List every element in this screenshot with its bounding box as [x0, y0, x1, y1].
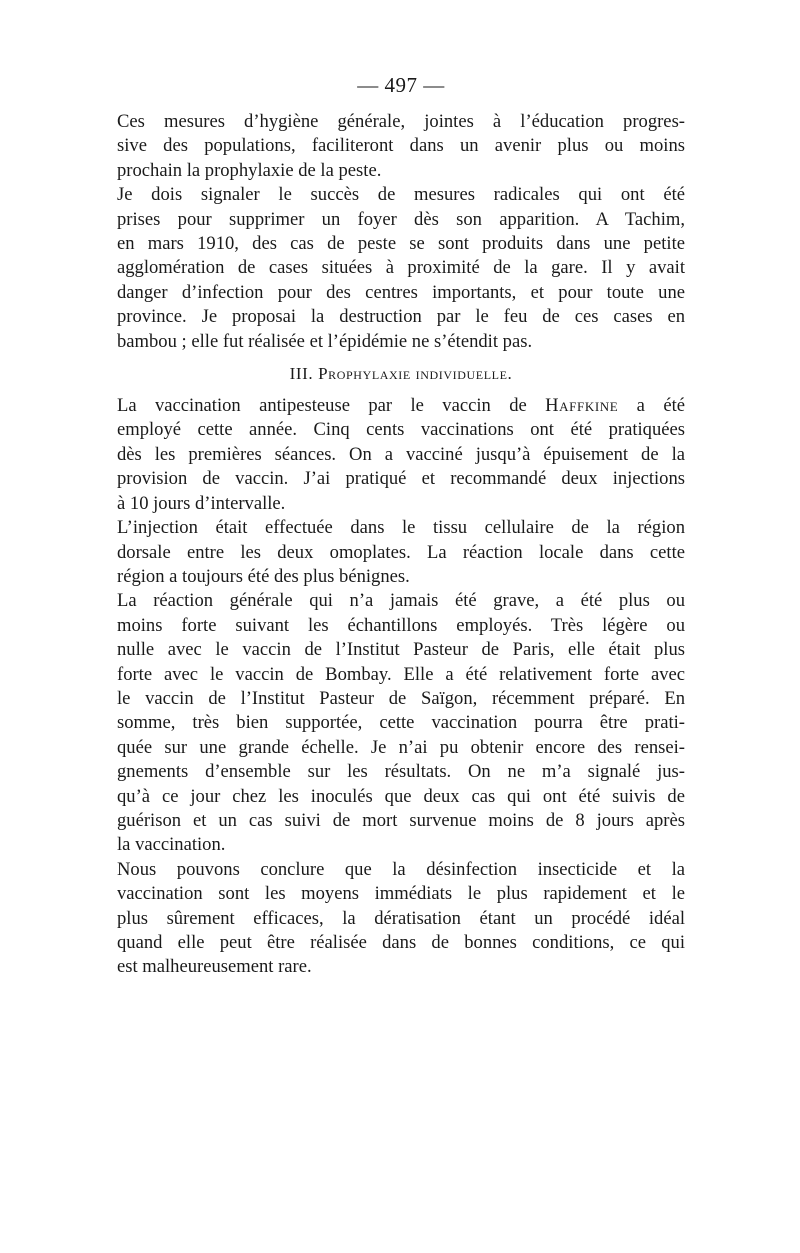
text-line: provision de vaccin. J’ai pratiqué et recommandé deux injections	[117, 468, 685, 490]
text-line: plus sûrement efficaces, la dératisation étant un procédé idéal	[117, 907, 685, 929]
text-line: qu’à ce jour chez les inoculés que deux cas qui ont été suivis de	[117, 785, 685, 807]
text-line: quand elle peut être réalisée dans de bonnes conditions, ce qui	[117, 932, 685, 953]
section-title: Prophylaxie individuelle.	[318, 364, 513, 384]
text-line: vaccination sont les moyens immédiats le plus rapidement et le	[117, 883, 685, 905]
text-line: quée sur une grande échelle. Je n’ai pu obtenir encore des rensei-	[117, 736, 685, 758]
text-line: Je dois signaler le succès de mesures radicales qui ont été	[117, 184, 685, 206]
paragraph	[117, 858, 685, 980]
text-line: le vaccin de l’Institut Pasteur de Saïgon, récemment préparé. En	[117, 687, 685, 709]
section-numeral: III.	[289, 364, 314, 384]
paragraph	[117, 516, 685, 589]
text-line: Ces mesures d’hygiène générale, jointes à l’éducation progres-	[117, 111, 685, 132]
text-line: danger d’infection pour des centres importants, et pour toute une	[117, 281, 685, 303]
text-line: La réaction générale qui n’a jamais été grave, a été plus ou	[117, 590, 685, 612]
text-line: bambou ; elle fut réalisée et l’épidémie ne s’étendit pas.	[117, 330, 533, 352]
paragraph	[117, 589, 685, 857]
text-line: guérison et un cas suivi de mort survenue moins de 8 jours après	[117, 809, 685, 831]
text-line: dès les premières séances. On a vacciné jusqu’à épuisement de la	[117, 443, 685, 465]
body-text-bottom	[117, 394, 685, 980]
paragraph	[117, 110, 685, 183]
text-line: la vaccination.	[117, 834, 226, 856]
text-line: employé cette année. Cinq cents vaccinations ont été pratiquées	[117, 419, 685, 441]
text-line: gnements d’ensemble sur les résultats. On ne m’a signalé jus-	[117, 761, 685, 783]
text-line: L’injection était effectuée dans le tissu cellulaire de la région	[117, 517, 685, 539]
text-line: prochain la prophylaxie de la peste.	[117, 159, 382, 181]
text-line: à 10 jours d’intervalle.	[117, 492, 286, 514]
text-line: somme, très bien supportée, cette vaccination pourra être prati-	[117, 712, 685, 734]
text-line: nulle avec le vaccin de l’Institut Pasteur de Paris, elle était plus	[117, 639, 685, 661]
section-heading	[117, 362, 685, 386]
text-line: La vaccination antipesteuse par le vaccin de Haffkine a été	[117, 395, 685, 417]
text-line: sive des populations, faciliteront dans un avenir plus ou moins	[117, 135, 685, 157]
paragraph	[117, 183, 685, 354]
paragraph	[117, 394, 685, 516]
text-line: agglomération de cases situées à proximité de la gare. Il y avait	[117, 257, 685, 279]
text-line: en mars 1910, des cas de peste se sont produits dans une petite	[117, 233, 685, 255]
text-line: dorsale entre les deux omoplates. La réaction locale dans cette	[117, 541, 685, 563]
body-text-top	[117, 110, 685, 354]
text-line: prises pour supprimer un foyer dès son apparition. A Tachim,	[117, 208, 685, 230]
document-page	[117, 72, 685, 980]
text-line: forte avec le vaccin de Bombay. Elle a été relativement forte avec	[117, 663, 685, 685]
page-number: — 497 —	[357, 73, 445, 97]
text-line: Nous pouvons conclure que la désinfection insecticide et la	[117, 858, 685, 880]
author-name: Haffkine	[545, 395, 619, 417]
text-line: est malheureusement rare.	[117, 956, 312, 978]
text-line: moins forte suivant les échantillons employés. Très légère ou	[117, 614, 685, 636]
text-line: province. Je proposai la destruction par le feu de ces cases en	[117, 306, 685, 328]
text-line: région a toujours été des plus bénignes.	[117, 565, 410, 587]
